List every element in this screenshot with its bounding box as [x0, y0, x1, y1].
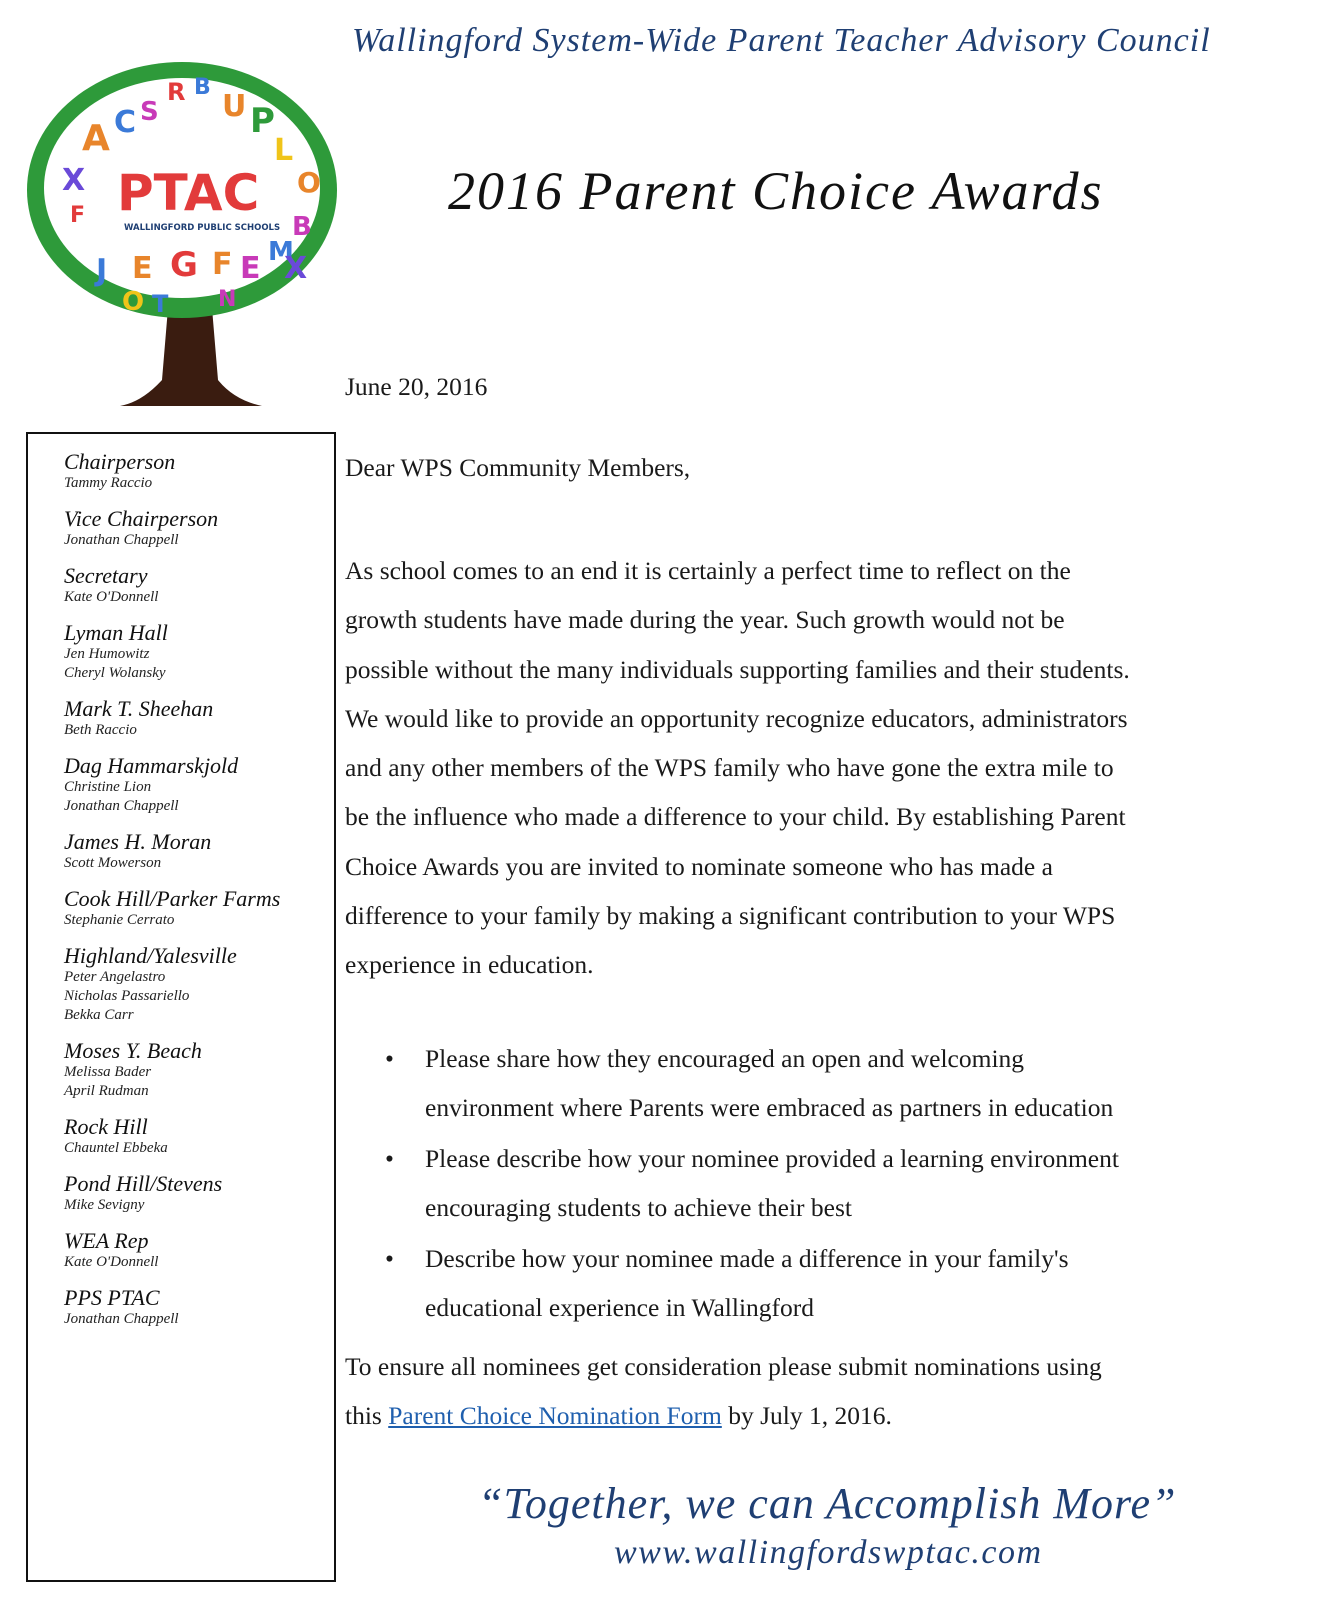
- svg-text:E: E: [132, 251, 153, 286]
- officer-entry: [64, 697, 334, 740]
- letter-closing: [345, 1342, 1295, 1440]
- logo-subtext: WALLINGFORD PUBLIC SCHOOLS: [124, 223, 281, 233]
- svg-text:U: U: [222, 89, 247, 124]
- officer-name: Jonathan Chappell: [64, 798, 179, 814]
- body-line: be the influence who made a difference to your child. By establishing Parent: [345, 802, 1126, 832]
- bullet-icon: •: [385, 1244, 394, 1273]
- svg-text:X: X: [62, 163, 86, 198]
- officer-entry: [64, 1286, 334, 1329]
- svg-text:J: J: [96, 253, 108, 288]
- closing-line: To ensure all nominees get consideration please submit nominations using: [345, 1352, 1102, 1381]
- svg-text:B: B: [292, 212, 312, 242]
- officer-role: Cook Hill/Parker Farms: [64, 886, 281, 911]
- svg-text:N: N: [218, 287, 237, 312]
- officer-name: Kate O'Donnell: [64, 1254, 159, 1270]
- officer-role: WEA Rep: [64, 1228, 149, 1253]
- criteria-line: Please share how they encouraged an open and welcoming: [425, 1044, 1025, 1073]
- svg-text:X: X: [284, 251, 308, 286]
- criteria-line: Describe how your nominee made a difference in your family's: [425, 1244, 1069, 1273]
- svg-text:B: B: [194, 75, 211, 100]
- officer-name: Christine Lion: [64, 779, 152, 795]
- svg-text:S: S: [140, 97, 159, 127]
- motto: “Together, we can Accomplish More”: [478, 1479, 1177, 1528]
- officer-name: Peter Angelastro: [64, 969, 166, 985]
- closing-suffix: by July 1, 2016.: [721, 1401, 892, 1430]
- bullet-icon: •: [385, 1044, 394, 1073]
- officer-role: Highland/Yalesville: [64, 943, 237, 968]
- officer-entry: [64, 1039, 334, 1101]
- criteria-item: [345, 1134, 1295, 1232]
- criteria-line: encouraging students to achieve their best: [425, 1193, 852, 1222]
- officer-name: Beth Raccio: [64, 722, 137, 738]
- officer-entry: [64, 887, 334, 930]
- criteria-item: [345, 1234, 1295, 1332]
- officer-name: Melissa Bader: [64, 1064, 152, 1080]
- svg-text:R: R: [167, 78, 186, 106]
- criteria-line: environment where Parents were embraced as partners in education: [425, 1093, 1114, 1122]
- officer-name: Jonathan Chappell: [64, 1311, 179, 1327]
- bullet-icon: •: [385, 1144, 394, 1173]
- officer-role: James H. Moran: [64, 829, 212, 854]
- officer-role: Moses Y. Beach: [64, 1038, 202, 1063]
- criteria-item: [345, 1034, 1295, 1132]
- svg-text:G: G: [170, 245, 198, 285]
- svg-text:F: F: [70, 203, 86, 228]
- body-line: As school comes to an end it is certainly a perfect time to reflect on the: [345, 556, 1071, 585]
- ptac-tree-logo: [22, 50, 352, 430]
- officer-name: Scott Mowerson: [64, 855, 162, 871]
- letter-body: [345, 546, 1295, 990]
- officer-name: Bekka Carr: [64, 1007, 134, 1023]
- body-line: experience in education.: [345, 950, 594, 980]
- closing-prefix: this: [345, 1401, 389, 1430]
- nomination-form-link[interactable]: Parent Choice Nomination Form: [388, 1401, 722, 1430]
- criteria-line: Please describe how your nominee provided a learning environment: [425, 1144, 1119, 1173]
- officer-name: Jonathan Chappell: [64, 532, 179, 548]
- body-line: growth students have made during the year. Such growth would not be: [345, 605, 1065, 635]
- officer-name: Mike Sevigny: [64, 1197, 145, 1213]
- organization-name: Wallingford System-Wide Parent Teacher Advisory Council: [352, 22, 1211, 59]
- body-line: Choice Awards you are invited to nominate someone who has made a: [345, 851, 1053, 881]
- svg-text:A: A: [82, 118, 110, 159]
- officer-role: Chairperson: [64, 449, 176, 474]
- document-title: 2016 Parent Choice Awards: [448, 161, 1104, 221]
- svg-text:P: P: [250, 101, 275, 141]
- officer-name: Jen Humowitz: [64, 646, 150, 662]
- body-line: possible without the many individuals supporting families and their students.: [345, 654, 1130, 684]
- officer-name: Chauntel Ebbeka: [64, 1140, 168, 1156]
- svg-text:F: F: [212, 247, 233, 282]
- officer-name: April Rudman: [64, 1083, 149, 1099]
- officer-role: Rock Hill: [64, 1114, 148, 1139]
- svg-text:T: T: [152, 290, 169, 318]
- officer-entry: [64, 1172, 334, 1215]
- officer-entry: [64, 1229, 334, 1272]
- website-url: www.wallingfordswptac.com: [614, 1534, 1043, 1571]
- svg-text:O: O: [122, 287, 145, 317]
- letter-salutation: Dear WPS Community Members,: [345, 453, 691, 482]
- svg-text:E: E: [240, 251, 261, 286]
- officer-role: Pond Hill/Stevens: [64, 1171, 223, 1196]
- logo-ptac-text: PTAC: [117, 164, 260, 222]
- svg-text:M: M: [268, 237, 294, 267]
- svg-text:L: L: [274, 133, 294, 168]
- officer-role: Mark T. Sheehan: [64, 696, 214, 721]
- closing-line: [345, 1391, 1295, 1440]
- officer-name: Cheryl Wolansky: [64, 665, 166, 681]
- officer-role: Vice Chairperson: [64, 506, 219, 531]
- officer-entry: [64, 564, 334, 607]
- officer-name: Kate O'Donnell: [64, 589, 159, 605]
- officer-role: Lyman Hall: [64, 620, 168, 645]
- officer-entry: [64, 450, 334, 493]
- officer-entry: [64, 830, 334, 873]
- officer-role: Dag Hammarskjold: [64, 753, 239, 778]
- officer-entry: [64, 1115, 334, 1158]
- letter-date: June 20, 2016: [345, 372, 488, 401]
- officer-entry: [64, 621, 334, 683]
- criteria-line: educational experience in Wallingford: [425, 1293, 815, 1322]
- officer-name: Nicholas Passariello: [64, 988, 190, 1004]
- council-members-sidebar: [26, 432, 336, 1582]
- officer-name: Stephanie Cerrato: [64, 912, 175, 928]
- svg-text:O: O: [297, 166, 321, 199]
- body-line: and any other members of the WPS family who have gone the extra mile to: [345, 753, 1114, 783]
- officer-entry: [64, 507, 334, 550]
- body-line: We would like to provide an opportunity recognize educators, administrators: [345, 703, 1128, 733]
- officer-role: Secretary: [64, 563, 148, 588]
- svg-text:C: C: [114, 105, 137, 140]
- body-line: difference to your family by making a significant contribution to your WPS: [345, 901, 1116, 931]
- officer-role: PPS PTAC: [64, 1285, 160, 1310]
- officer-entry: [64, 754, 334, 816]
- officer-entry: [64, 944, 334, 1025]
- officer-name: Tammy Raccio: [64, 475, 153, 491]
- nomination-criteria-list: [345, 1034, 1295, 1334]
